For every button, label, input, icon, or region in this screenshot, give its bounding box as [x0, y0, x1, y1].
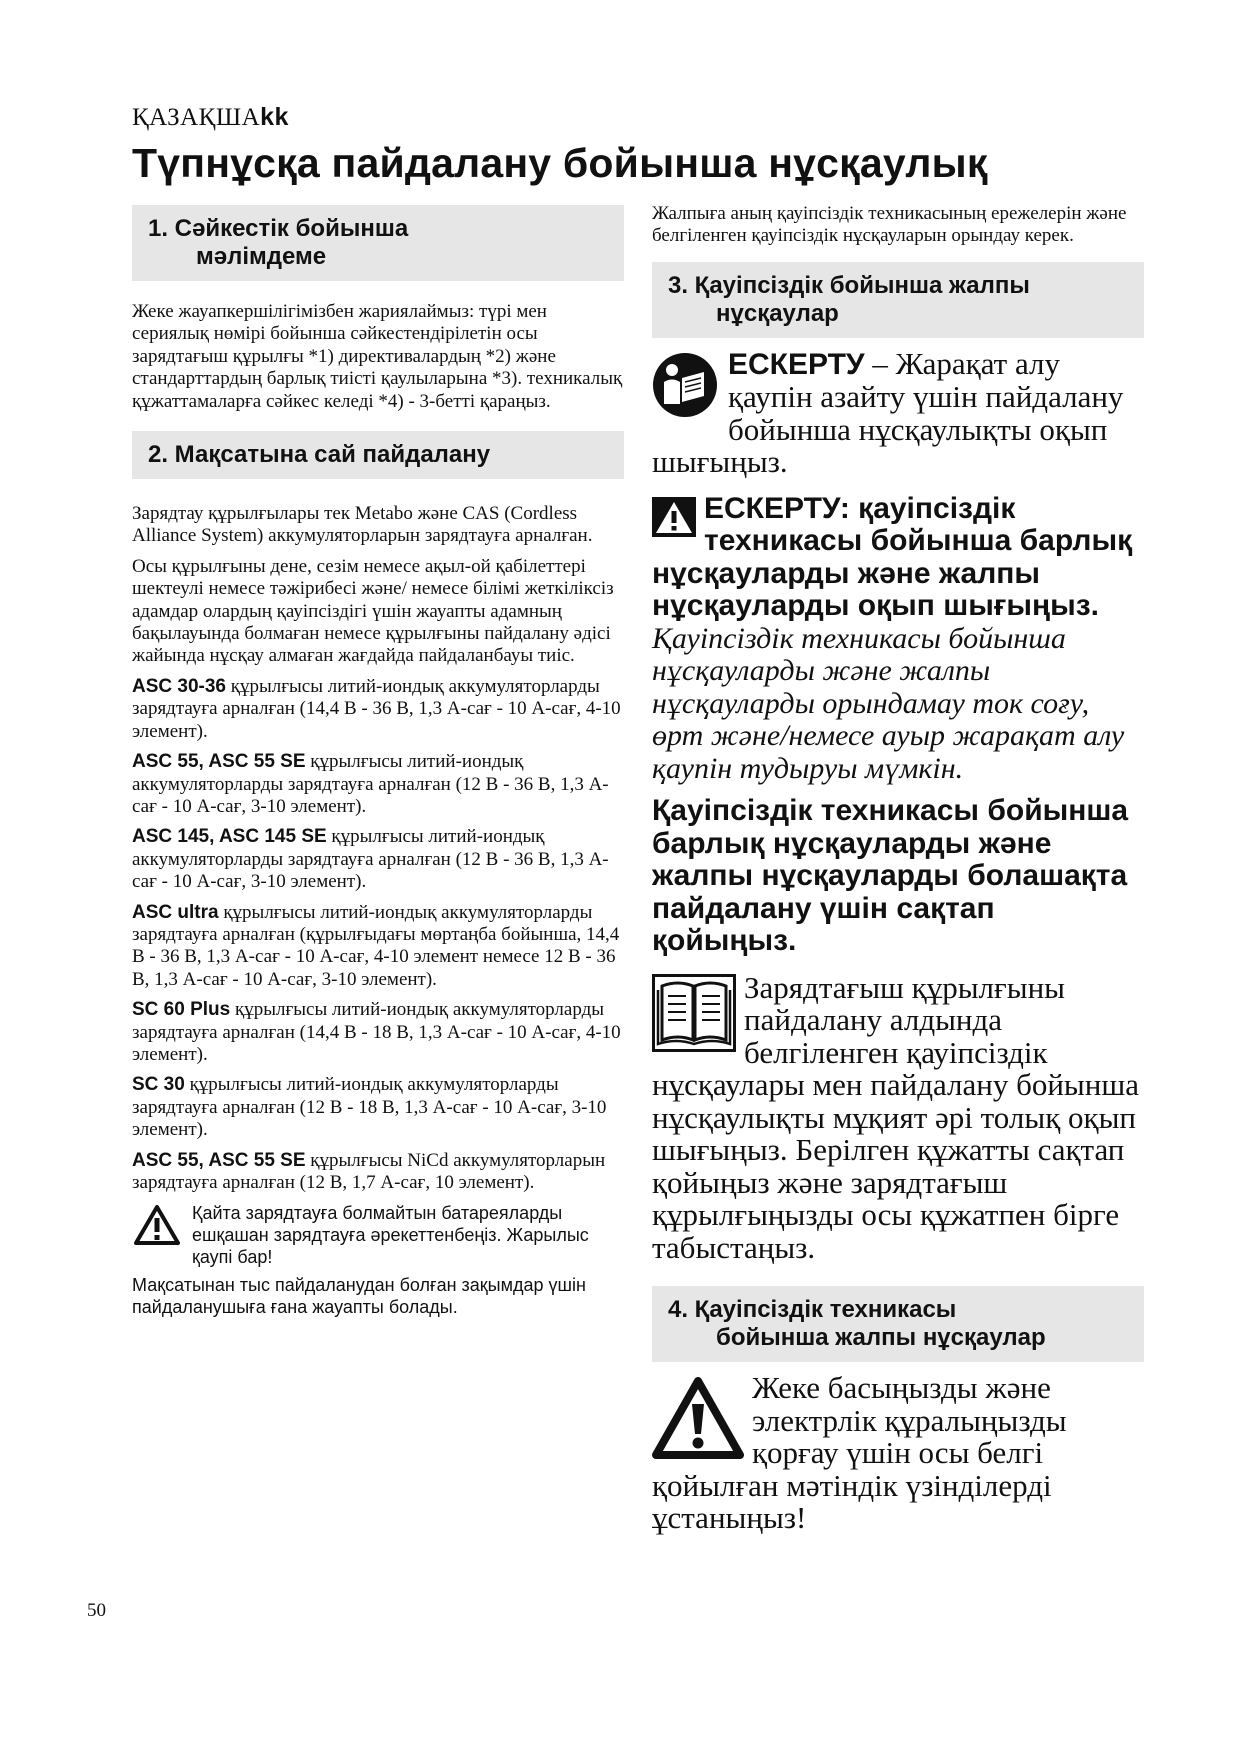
intro-text: Жалпыға аның қауіпсіздік техникасының ережелерін және белгіленген қауіпсіздік нұсқауларын орындау керек.: [652, 203, 1127, 247]
book-notice: [652, 969, 1144, 1265]
right-column: [652, 203, 1144, 1535]
misuse-text: Мақсатынан тыс пайдаланудан болған зақымдар үшін пайдаланушыға ғана жауапты болады.: [132, 1275, 586, 1318]
battery-warning-text: Қайта зарядтауға болмайтын батареяларды ешқашан зарядтауға әрекеттенбеңіз. Жарылыс қаупі бар!: [192, 1203, 589, 1268]
language-label: ҚАЗАҚШАkk: [132, 103, 289, 131]
section-4-heading: 4. Қауіпсіздік техникасы бойынша жалпы нұсқаулар: [652, 1286, 1144, 1362]
section-2-para-1: Зарядтау құрылғылары тек Metabo және CAS (Cordless Alliance System) аккумуляторларын зарядтауға арналған.: [132, 503, 593, 547]
keep-instructions-text: Қауіпсіздік техникасы бойынша барлық нұсқауларды және жалпы нұсқауларды болашақта пайдалану үшін сақтап қойыңыз.: [652, 794, 1129, 958]
safety-warning-italic: Қауіпсіздік техникасы бойынша нұсқауларды және жалпы нұсқауларды орындамау ток соғу, өрт және/немесе ауыр жарақат алу қаупін тудыруы мүмкін.: [652, 621, 1125, 785]
battery-warning: [132, 1202, 624, 1268]
warning-triangle-icon: [134, 1204, 180, 1246]
warning-triangle-icon: [652, 497, 696, 537]
section-3-heading: 3. Қауіпсіздік бойынша жалпы нұсқаулар: [652, 262, 1144, 338]
book-notice-text: Зарядтағыш құрылғыны пайдалану алдында белгіленген қауіпсіздік нұсқаулары мен пайдалану бойынша нұсқаулықты мұқият әрі толық оқып шығыңыз. Берілген құжатты сақтап қойыңыз және зарядтағыш құрылғыңызды осы құжатпен бірге табыстаңыз.: [652, 969, 1139, 1265]
page-number: 50: [87, 1600, 106, 1621]
section-1-text: Жеке жауапкершілігімізбен жариялаймыз: түрі мен сериялық нөмірі бойынша сәйкестендірілетін осы зарядтағыш құрылғы *1) директивалардың *2) және стандарттардың барлық тиісті қаулыларына *3). техникалық құжаттамаларға сәйкес келеді *4) - 3-бетті қараңыз.: [132, 301, 623, 412]
model-item: SC 60 Plus құрылғысы литий-иондық аккумуляторларды зарядтауға арналған (14,4 В - 18 В, 1,3 А-сағ - 10 А-сағ, 4-10 элемент).: [132, 999, 621, 1065]
model-item: ASC 145, ASC 145 SE құрылғысы литий-иондық аккумуляторларды зарядтауға арналған (12 В - 36 В, 1,3 А-сағ - 10 А-сағ, 3-10 элемент).: [132, 826, 609, 893]
model-item: ASC 30-36 құрылғысы литий-иондық аккумуляторларды зарядтауға арналған (14,4 В - 36 В, 1,3 А-сағ - 10 А-сағ, 4-10 элемент).: [132, 675, 621, 742]
read-manual-icon: [652, 352, 718, 418]
manual-warning: [652, 345, 1144, 480]
model-item: ASC 55, ASC 55 SE құрылғысы NiCd аккумуляторларын зарядтауға арналған (12 В, 1,7 А-сағ, 10 элемент).: [132, 1149, 606, 1193]
section-4-notice: [652, 1372, 1144, 1535]
model-item: SC 30 құрылғысы литий-иондық аккумуляторларды зарядтауға арналған (12 В - 18 В, 1,3 А-сағ - 10 А-сағ, 3-10 элемент).: [132, 1074, 607, 1141]
left-column: [132, 205, 624, 1326]
warning-triangle-icon: [652, 1376, 744, 1460]
safety-warning: [652, 493, 1144, 786]
open-book-icon: [652, 974, 736, 1052]
manual-warning-text: ЕСКЕРТУ – Жарақат алу қаупін азайту үшін пайдалану бойынша нұсқаулықты оқып шығыңыз.: [652, 345, 1124, 480]
section-2-para-2: Осы құрылғыны дене, сезім немесе ақыл-ой қабілеттері шектеулі немесе тәжірибесі және/ немесе білімі жеткіліксіз адамдар олардың қауіпсіздігі үшін жауапты адамның бақылауында болмаған немесе құрылғыны пайдалану әдісі жайында нұсқау алмаған жағдайда пайдаланбауы тиіс.: [132, 555, 614, 667]
section-4-text: Жеке басыңызды және электрлік құралыңызды қорғау үшін осы белгі қойылған мәтіндік үзінділерді ұстаныңыз!: [652, 1370, 1067, 1536]
safety-warning-bold: ЕСКЕРТУ: қауіпсіздік техникасы бойынша барлық нұсқауларды және жалпы нұсқауларды оқып шығыңыз.: [652, 491, 1133, 623]
model-item: ASC 55, ASC 55 SE құрылғысы литий-иондық аккумуляторларды зарядтауға арналған (12 В - 36 В, 1,3 А-сағ - 10 А-сағ, 3-10 элемент).: [132, 751, 609, 817]
section-1-heading: 1. Сәйкестік бойынша мәлімдеме: [132, 205, 624, 281]
model-item: ASC ultra құрылғысы литий-иондық аккумуляторларды зарядтауға арналған (құрылғыдағы мөртаңба бойынша, 14,4 В - 36 В, 1,3 А-сағ - 10 А-сағ, 4-10 элемент немесе 12 В - 36 В, 1,3 А-сағ - 10 А-сағ, 3-10 элемент).: [132, 901, 620, 990]
section-2-heading: 2. Мақсатына сай пайдалану: [132, 431, 624, 479]
page-title: Түпнұсқа пайдалану бойынша нұсқаулық: [132, 140, 988, 186]
